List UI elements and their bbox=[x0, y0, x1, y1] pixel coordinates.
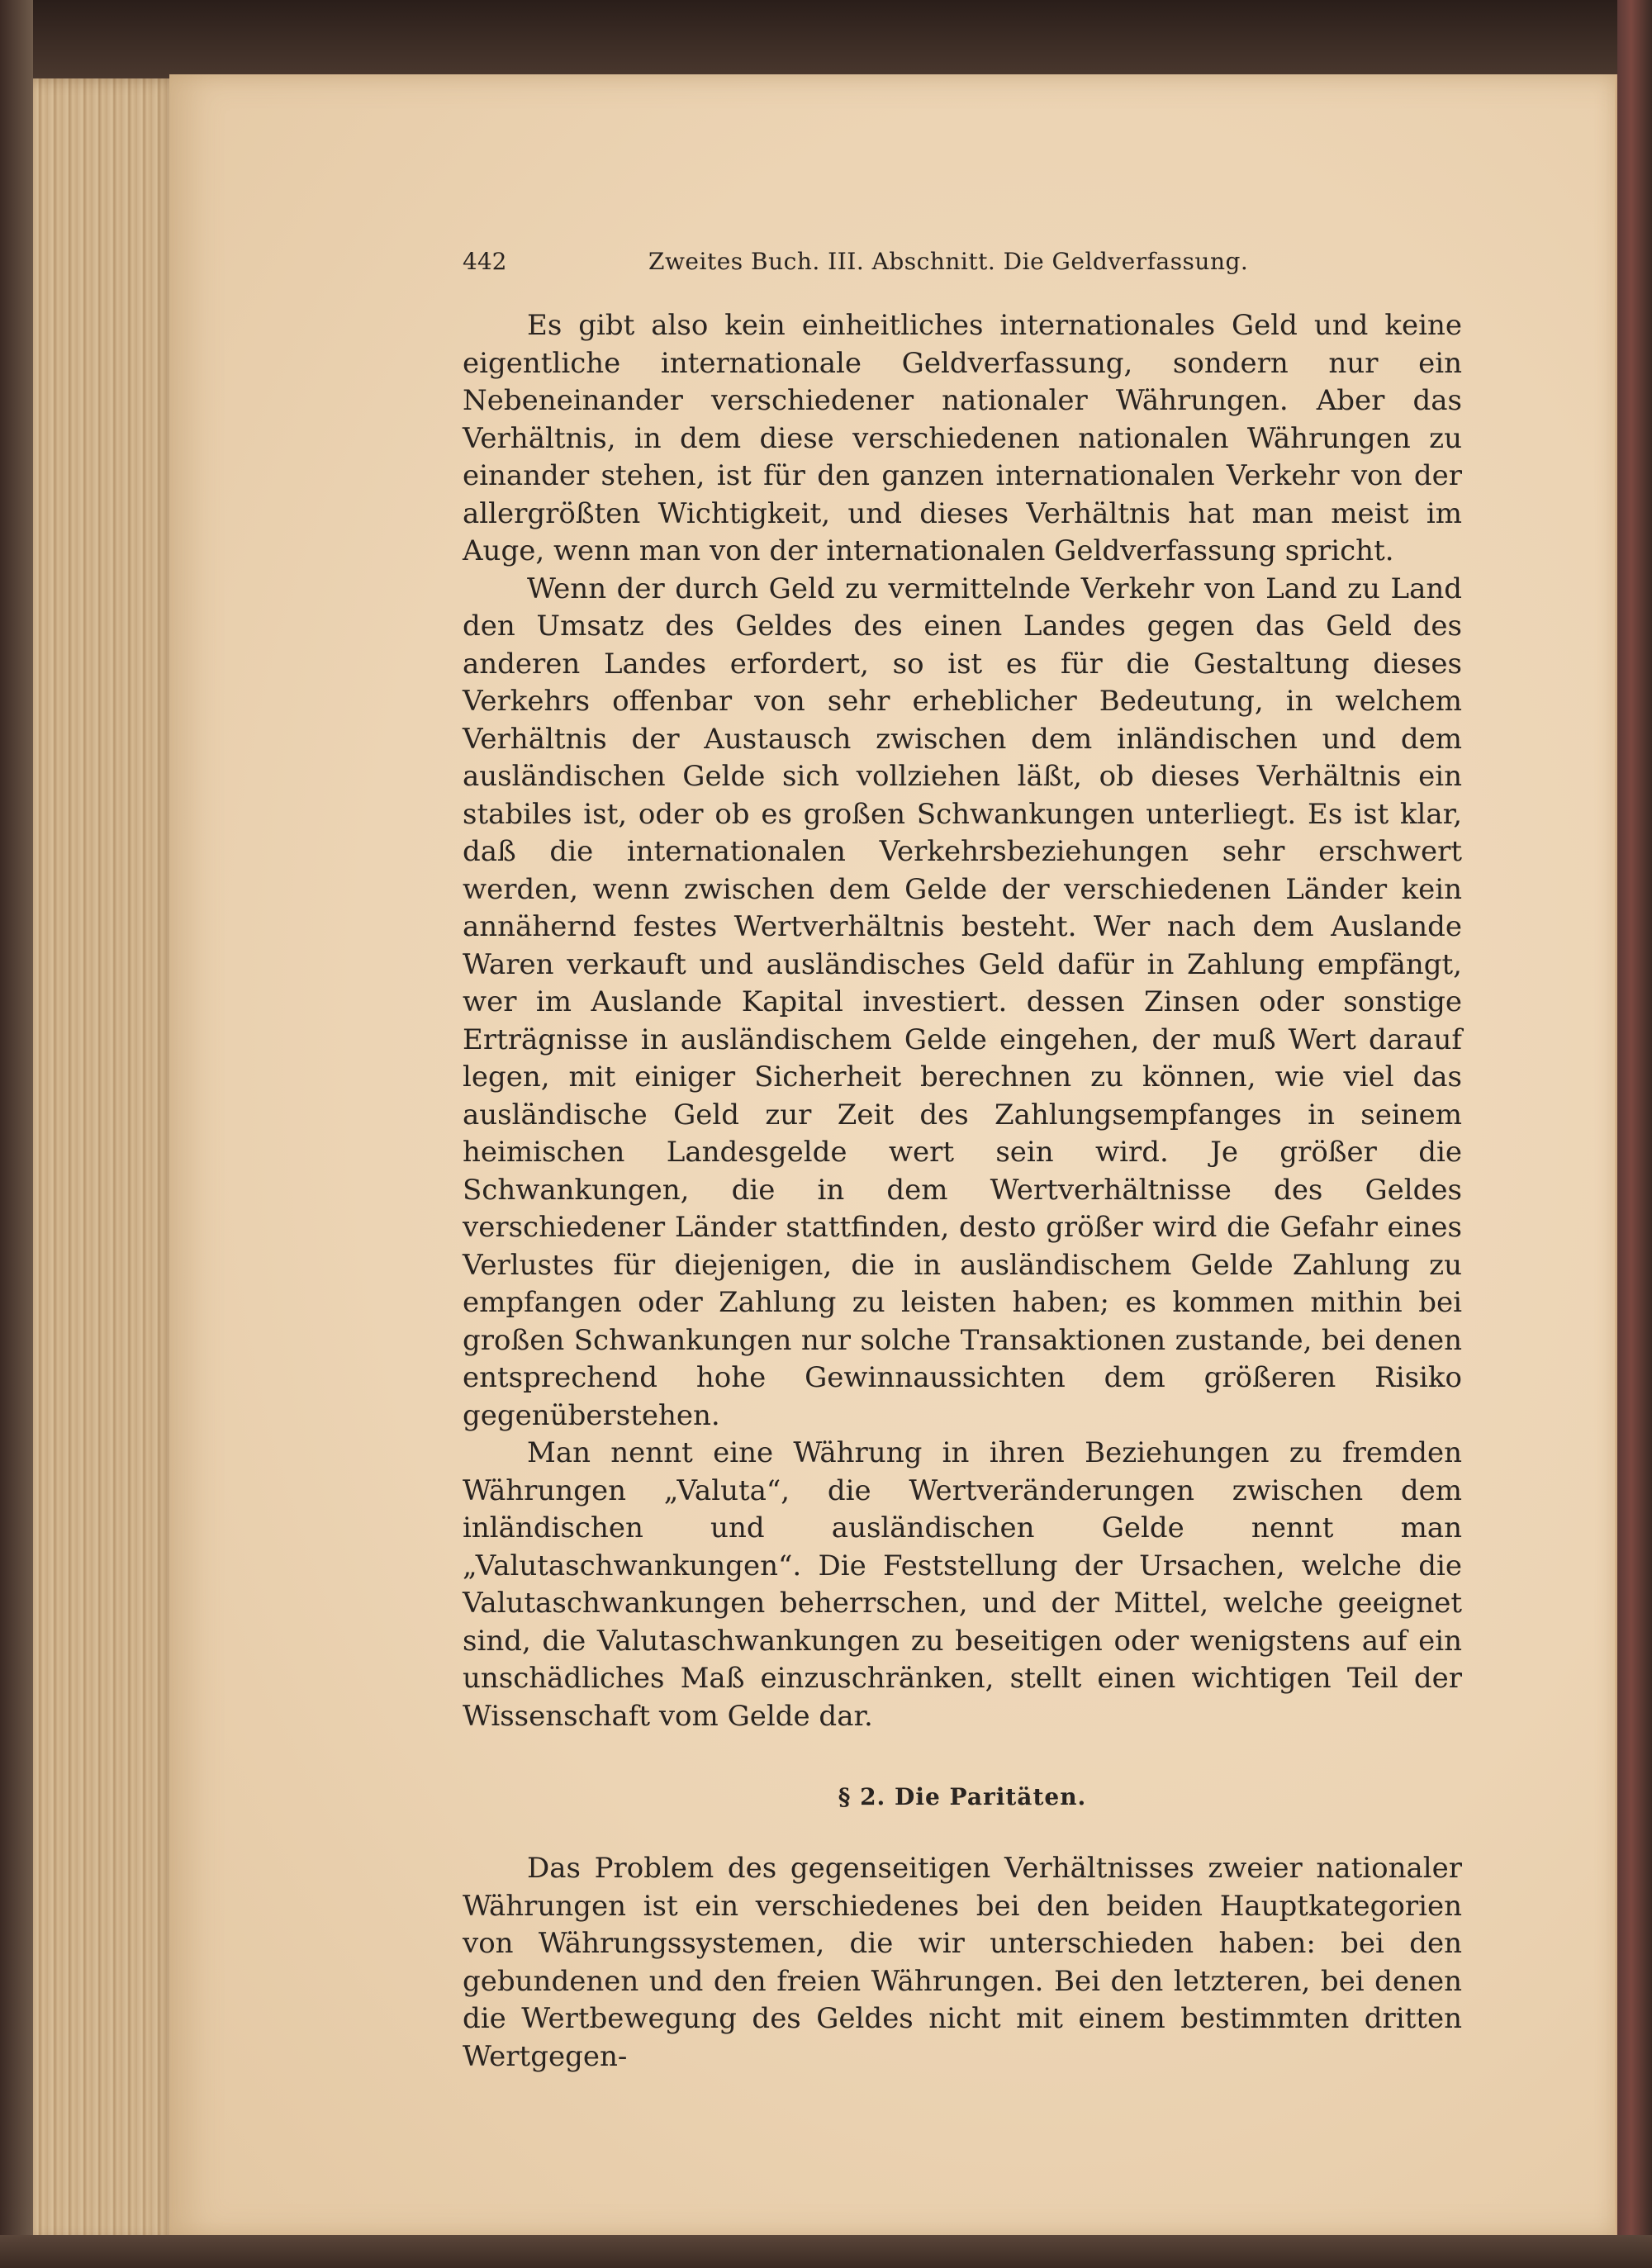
page-content bbox=[463, 248, 1462, 2076]
book-cover-top bbox=[0, 0, 1652, 78]
section-heading: § 2. Die Paritäten. bbox=[838, 1783, 1087, 1810]
paragraph: Es gibt also kein einheitliches internationales Geld und keine eigentliche internationale Geldverfassung, sondern nur ein Nebeneinander verschiedener nationaler Währungen. Aber das Verhältnis, in dem diese verschiedenen nationalen Währungen zu einander stehen, ist für den ganzen internationalen Verkehr von der allergrößten Wichtigkeit, und dieses Verhältnis hat man meist im Auge, wenn man von der internationalen Geldverfassung spricht. bbox=[463, 309, 1462, 567]
book-cover-left bbox=[0, 0, 33, 2268]
paragraph: Wenn der durch Geld zu vermittelnde Verkehr von Land zu Land den Umsatz des Geldes des einen Landes gegen das Geld des anderen Landes erfordert, so ist es für die Gestaltung dieses Verkehrs offenbar von sehr erheblicher Bedeutung, in welchem Verhältnis der Austausch zwischen dem inländischen und dem ausländischen Gelde sich vollziehen läßt, ob dieses Verhältnis ein stabiles ist, oder ob es großen Schwankungen unterliegt. Es ist klar, daß die internationalen Verkehrsbeziehungen sehr erschwert werden, wenn zwischen dem Gelde der verschiedenen Länder kein annähernd festes Wertverhältnis besteht. Wer nach dem Auslande Waren verkauft und ausländisches Geld dafür in Zahlung empfängt, wer im Auslande Kapital investiert. dessen Zinsen oder sonstige Erträgnisse in ausländischem Gelde eingehen, der muß Wert darauf legen, mit einiger Sicherheit berechnen zu können, wie viel das ausländische Geld zur Zeit des Zahlungsempfanges in seinem heimischen Landesgelde wert sein wird. Je größer die Schwankungen, die in dem Wertverhältnisse des Geldes verschiedener Länder stattfinden, desto größer wird die Gefahr eines Verlustes für diejenigen, die in ausländischem Gelde Zahlung zu empfangen oder Zahlung zu leisten haben; es kommen mithin bei großen Schwankungen nur solche Transaktionen zustande, bei denen entsprechend hohe Gewinnaussichten dem größeren Risiko gegenüberstehen. bbox=[463, 572, 1462, 1432]
book-cover-right bbox=[1617, 0, 1652, 2268]
running-title: Zweites Buch. III. Abschnitt. Die Geldverfassung. bbox=[648, 248, 1249, 275]
paragraph: Man nennt eine Währung in ihren Beziehungen zu fremden Währungen „Valuta“, die Wertveränderungen zwischen dem inländischen und ausländischen Gelde nennt man „Valutaschwankungen“. Die Feststellung der Ursachen, welche die Valutaschwankungen beherrschen, und der Mittel, welche geeignet sind, die Valutaschwankungen zu beseitigen oder wenigstens auf ein unschädliches Maß einzuschränken, stellt einen wichtigen Teil der Wissenschaft vom Gelde dar. bbox=[463, 1436, 1462, 1733]
running-head bbox=[463, 248, 1462, 284]
page-number: 442 bbox=[463, 248, 507, 275]
book-cover-bottom bbox=[0, 2235, 1652, 2268]
paragraph: Das Problem des gegenseitigen Verhältnisses zweier nationaler Währungen ist ein verschiedenes bei den beiden Hauptkategorien von Währungssystemen, die wir unterschieden haben: bei den gebundenen und den freien Währungen. Bei den letzteren, bei denen die Wertbewegung des Geldes nicht mit einem bestimmten dritten Wertgegen- bbox=[463, 1852, 1462, 2073]
page-edges bbox=[33, 78, 182, 2242]
